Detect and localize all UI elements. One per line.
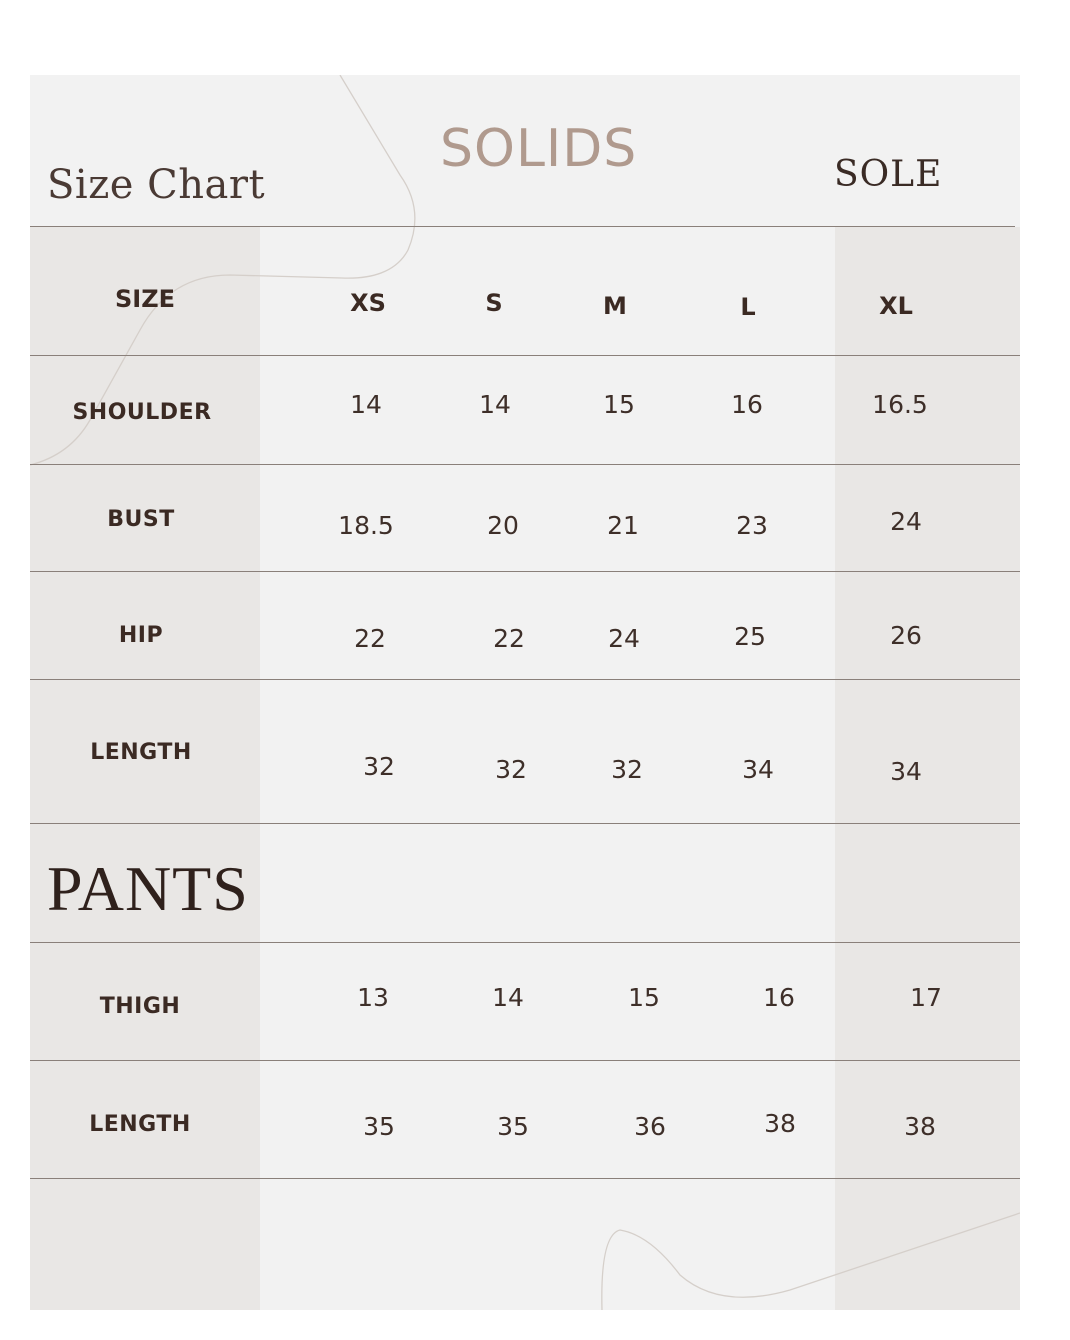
row-divider xyxy=(30,571,1020,572)
row-divider xyxy=(30,355,1020,356)
collection-title: SOLIDS xyxy=(440,119,638,179)
row-divider xyxy=(30,464,1020,465)
table-cell: 14 xyxy=(479,390,511,419)
table-cell: 15 xyxy=(603,390,635,419)
table-cell: 14 xyxy=(350,390,382,419)
row-divider xyxy=(30,1178,1020,1179)
row-label-pants-length: LENGTH xyxy=(89,1112,191,1137)
size-l-header: L xyxy=(740,293,756,321)
table-cell: 13 xyxy=(357,983,389,1012)
table-cell: 15 xyxy=(628,983,660,1012)
row-divider xyxy=(30,942,1020,943)
table-cell: 22 xyxy=(493,624,525,653)
table-cell: 16 xyxy=(763,983,795,1012)
size-m-header: M xyxy=(603,292,627,320)
table-cell: 32 xyxy=(363,752,395,781)
row-label-length: LENGTH xyxy=(90,740,192,765)
table-cell: 38 xyxy=(904,1112,936,1141)
table-cell: 35 xyxy=(497,1112,529,1141)
size-chart-title: Size Chart xyxy=(47,162,266,208)
brand-logo-text: SOLE xyxy=(834,154,943,195)
size-xl-header: XL xyxy=(879,292,913,320)
table-cell: 32 xyxy=(495,755,527,784)
table-cell: 23 xyxy=(736,511,768,540)
table-cell: 34 xyxy=(890,757,922,786)
table-cell: 32 xyxy=(611,755,643,784)
table-cell: 14 xyxy=(492,983,524,1012)
row-label-bust: BUST xyxy=(107,507,175,532)
table-cell: 22 xyxy=(354,624,386,653)
table-cell: 18.5 xyxy=(338,511,394,540)
size-xs-header: XS xyxy=(350,289,386,317)
size-s-header: S xyxy=(485,289,503,317)
row-label-shoulder: SHOULDER xyxy=(72,400,212,425)
table-cell: 24 xyxy=(608,624,640,653)
row-divider xyxy=(30,1060,1020,1061)
table-cell: 16 xyxy=(731,390,763,419)
table-cell: 38 xyxy=(764,1109,796,1138)
header-divider xyxy=(30,226,1015,227)
row-label-thigh: THIGH xyxy=(99,994,181,1019)
row-divider xyxy=(30,823,1020,824)
table-cell: 16.5 xyxy=(872,390,928,419)
size-header-label: SIZE xyxy=(114,285,176,313)
table-cell: 17 xyxy=(910,983,942,1012)
table-cell: 36 xyxy=(634,1112,666,1141)
table-cell: 20 xyxy=(487,511,519,540)
table-cell: 25 xyxy=(734,622,766,651)
pants-section-title: PANTS xyxy=(47,853,249,924)
table-cell: 24 xyxy=(890,507,922,536)
size-chart-card xyxy=(30,75,1020,1310)
table-cell: 35 xyxy=(363,1112,395,1141)
row-label-hip: HIP xyxy=(118,623,164,648)
table-cell: 34 xyxy=(742,755,774,784)
row-divider xyxy=(30,679,1020,680)
table-cell: 26 xyxy=(890,621,922,650)
table-cell: 21 xyxy=(607,511,639,540)
